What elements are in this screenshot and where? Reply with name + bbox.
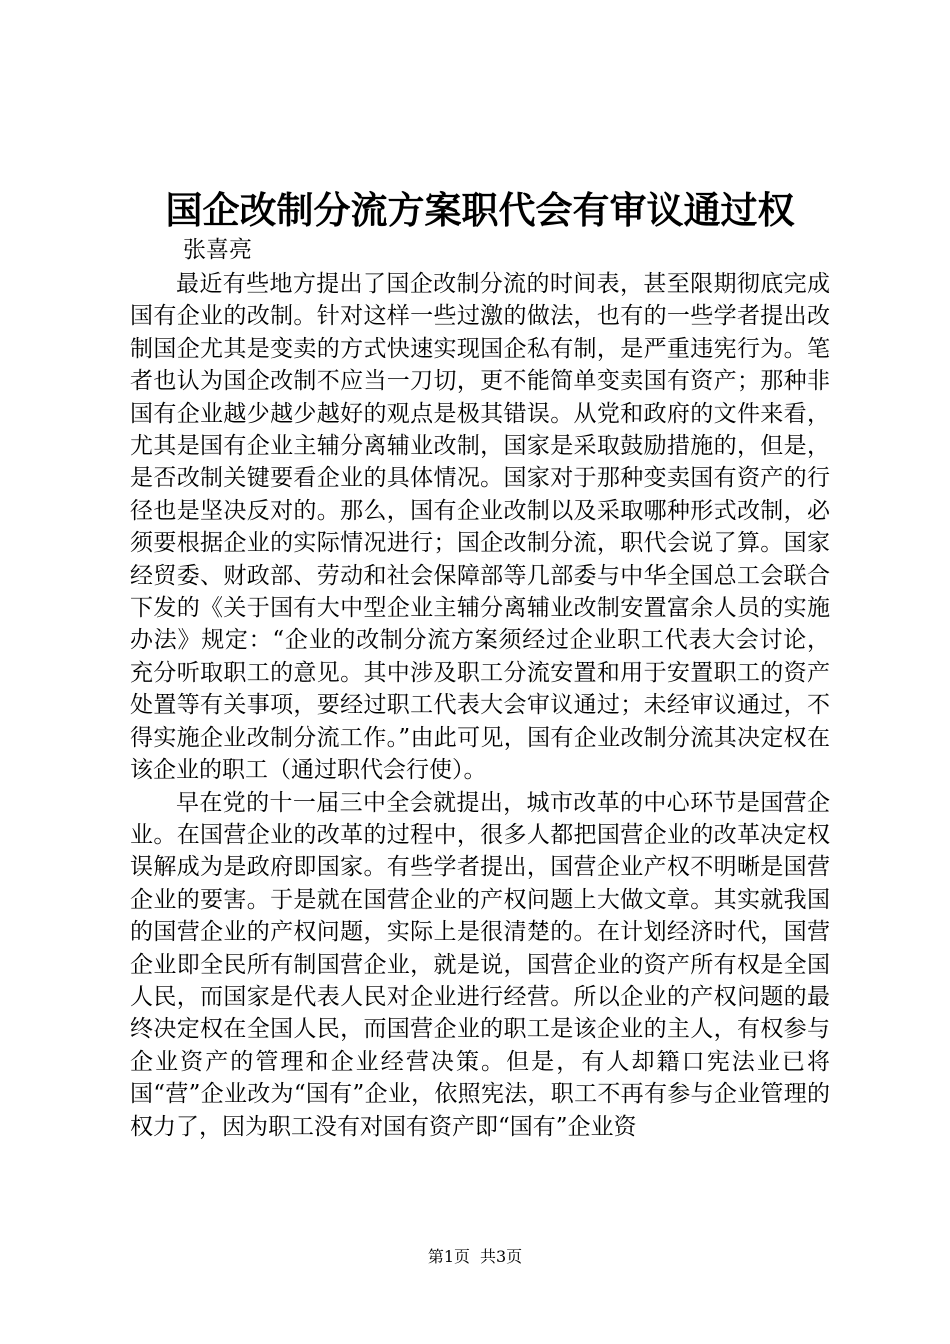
page-footer: [0, 1245, 950, 1269]
body-paragraph: 最近有些地方提出了国企改制分流的时间表，甚至限期彻底完成国有企业的改制。针对这样一些过激的做法，也有的一些学者提出改制国企尤其是变卖的方式快速实现国企私有制，是严重违宪行为。笔者也认为国企改制不应当一刀切，更不能简单变卖国有资产；那种非国有企业越少越少越好的观点是极其错误。从党和政府的文件来看，尤其是国有企业主辅分离辅业改制，国家是采取鼓励措施的，但是，是否改制关键要看企业的具体情况。国家对于那种变卖国有资产的行径也是坚决反对的。那么，国有企业改制以及采取哪种形式改制，必须要根据企业的实际情况进行；国企改制分流，职代会说了算。国家经贸委、财政部、劳动和社会保障部等几部委与中华全国总工会联合下发的《关于国有大中型企业主辅分离辅业改制安置富余人员的实施办法》规定：“企业的改制分流方案须经过企业职工代表大会讨论，充分听取职工的意见。其中涉及职工分流安置和用于安置职工的资产处置等有关事项，要经过职工代表大会审议通过；未经审议通过，不得实施企业改制分流工作。”由此可见，国有企业改制分流其决定权在该企业的职工（通过职代会行使）。: [130, 271, 830, 784]
body-paragraph: 早在党的十一届三中全会就提出，城市改革的中心环节是国营企业。在国营企业的改革的过程中，很多人都把国营企业的改革决定权误解成为是政府即国家。有些学者提出，国营企业产权不明晰是国营企业的要害。于是就在国营企业的产权问题上大做文章。其实就我国的国营企业的产权问题，实际上是很清楚的。在计划经济时代，国营企业即全民所有制国营企业，就是说，国营企业的资产所有权是全国人民，而国家是代表人民对企业进行经营。所以企业的产权问题的最终决定权在全国人民，而国营企业的职工是该企业的主人，有权参与企业资产的管理和企业经营决策。但是，有人却籍口宪法业已将国“营”企业改为“国有”企业，依照宪法，职工不再有参与企业管理的权力了，因为职工没有对国有资产即“国有”企业资: [130, 789, 830, 1140]
document-title: 国企改制分流方案职代会有审议通过权: [165, 188, 795, 232]
page-total: 共3页: [480, 1247, 523, 1266]
page-number: 第1页: [427, 1247, 470, 1266]
document-body: [130, 268, 830, 1143]
author-name: 张喜亮: [183, 237, 252, 263]
